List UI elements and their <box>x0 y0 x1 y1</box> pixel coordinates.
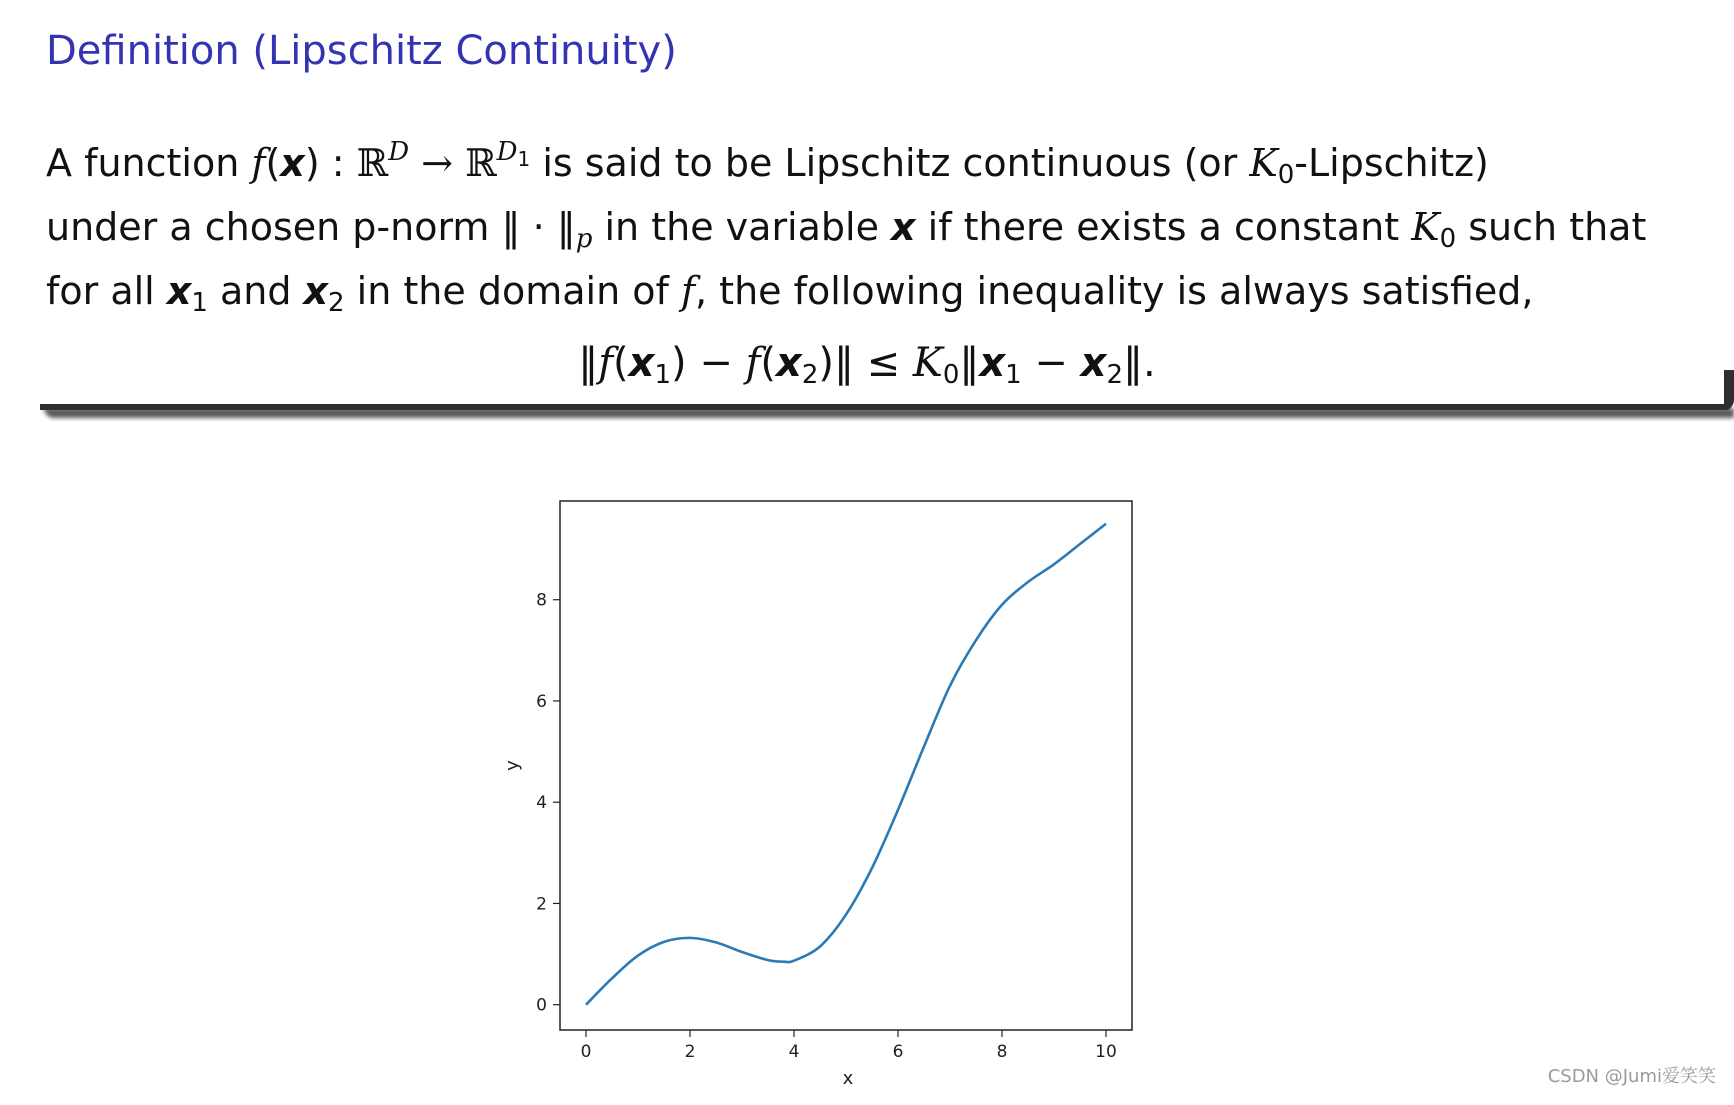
y-tick-label: 8 <box>536 590 547 611</box>
x-tick-label: 2 <box>684 1042 696 1062</box>
definition-line-2: under a chosen p-norm ‖ · $‖_p$ in the variable x if there exists a constant $K_0$ such that <box>46 205 1647 254</box>
x-tick-label: 6 <box>892 1042 904 1062</box>
lipschitz-inequality: $‖f(x_1)$ − $f(x_2)‖$ ≤ $K_0‖x_1$ − $x_2‖$. <box>578 340 1156 390</box>
y-axis-label: y <box>502 760 523 771</box>
x-tick-label: 8 <box>996 1042 1008 1062</box>
definition-line-3: for all $x_1$ and $x_2$ in the domain of f, the following inequality is always satisfied, <box>46 269 1534 318</box>
plot-svg <box>480 480 1280 1100</box>
x-tick-label: 10 <box>1095 1042 1117 1062</box>
definition-body <box>46 126 1706 329</box>
watermark: CSDN @Jumi爱笑笑 <box>1547 1066 1716 1087</box>
y-tick-label: 6 <box>536 691 547 712</box>
y-tick-label: 2 <box>536 894 547 915</box>
definition-block-bottom-edge <box>40 404 1732 410</box>
definition-line-1: A function f(x) : ℝ$^D$ → ℝ$^{D1}$ is said to be Lipschitz continuous (or $K_0-Lipschitz$) <box>46 137 1489 190</box>
definition-title: Definition (Lipschitz Continuity) <box>46 28 677 74</box>
x-tick-label: 0 <box>580 1042 592 1062</box>
y-tick-label: 4 <box>536 793 547 814</box>
x-axis-label: x <box>842 1068 854 1089</box>
y-tick-label: 0 <box>536 995 547 1016</box>
function-plot <box>480 480 1280 1100</box>
x-tick-label: 4 <box>788 1042 800 1062</box>
